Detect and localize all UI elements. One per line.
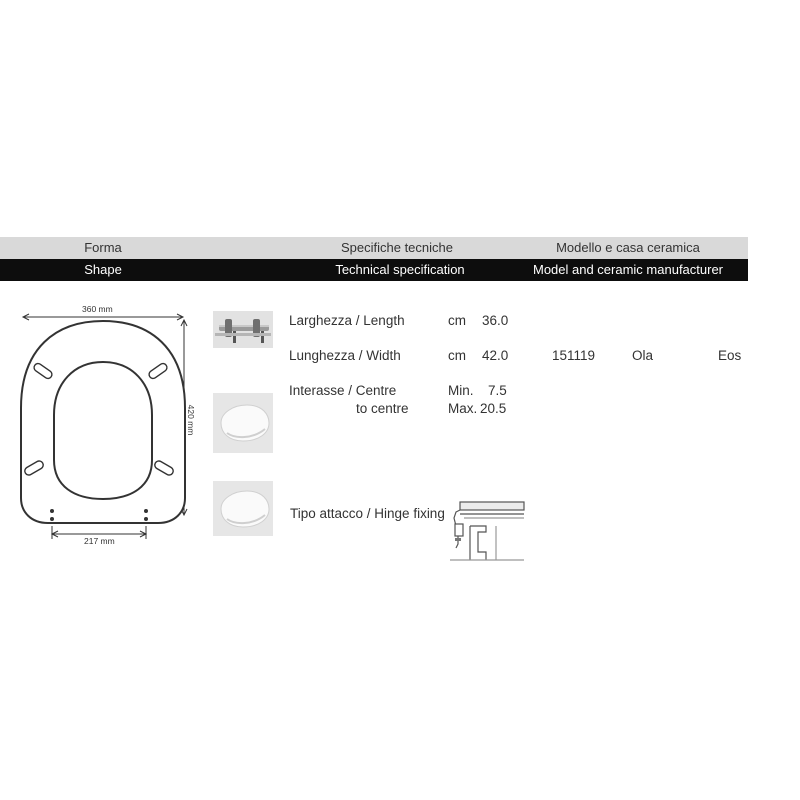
centre-min-value: 7.5: [488, 383, 507, 398]
width-value: 42.0: [482, 348, 509, 363]
height-dimension-label: 420 mm: [186, 404, 196, 436]
width-unit: cm: [448, 348, 466, 363]
model-manufacturer: Eos: [718, 348, 742, 363]
header-spec-en: Technical specification: [335, 262, 465, 277]
hinge-distance-label: 217 mm: [84, 536, 115, 546]
width-dimension-label: 360 mm: [82, 304, 113, 314]
model-code: 151119: [552, 348, 596, 363]
length-value: 36.0: [482, 313, 509, 328]
hinge-hardware-photo: [213, 311, 273, 348]
header-shape-en: Shape: [84, 262, 122, 277]
header-model-en: Model and ceramic manufacturer: [532, 262, 724, 277]
width-label: Lunghezza / Width: [289, 348, 401, 363]
length-label: Larghezza / Length: [289, 313, 405, 328]
bumper-photo-1: [213, 393, 273, 453]
header-italian-bar: [0, 237, 748, 259]
centre-max-label: Max.: [448, 401, 478, 416]
toilet-seat-drawing: [0, 290, 205, 560]
centre-max-value: 20.5: [480, 401, 507, 416]
hinge-fixing-label: Tipo attacco / Hinge fixing: [290, 506, 445, 521]
hinge-fixing-diagram: [446, 498, 526, 564]
length-unit: cm: [448, 313, 466, 328]
seat-opening: [54, 362, 152, 499]
centre-label-line1: Interasse / Centre: [289, 383, 397, 398]
bumper-photo-2: [213, 481, 273, 536]
header-shape-it: Forma: [84, 240, 122, 255]
centre-min-label: Min.: [448, 383, 474, 398]
header-model-it: Modello e casa ceramica: [556, 240, 700, 255]
centre-label-line2: to centre: [356, 401, 409, 416]
model-name: Ola: [632, 348, 654, 363]
header-english-bar: [0, 259, 748, 281]
header-spec-it: Specifiche tecniche: [340, 240, 453, 255]
